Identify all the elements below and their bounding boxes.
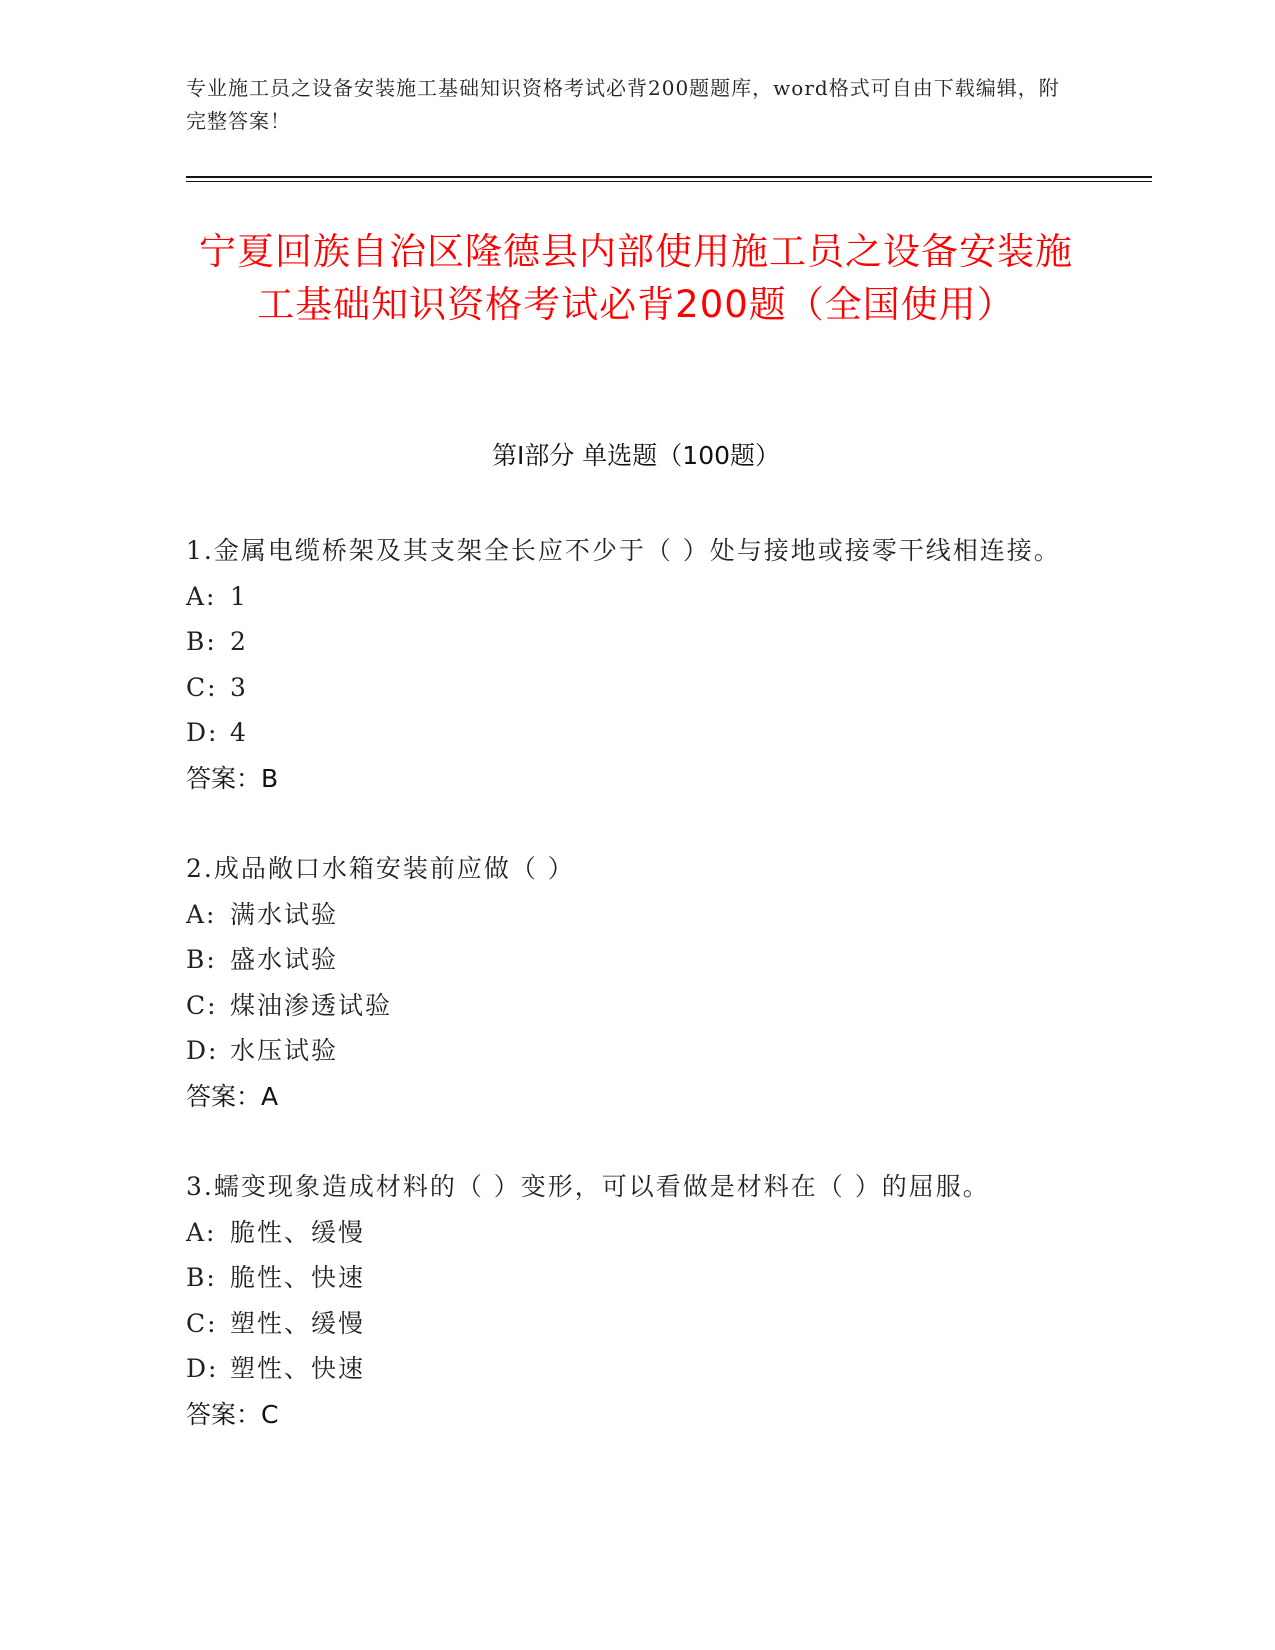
answer-label: 答案： xyxy=(186,1399,262,1429)
option-text: 脆性、快速 xyxy=(230,1263,366,1292)
option-letter: C: xyxy=(186,672,218,702)
option-text: 3 xyxy=(230,672,248,702)
option-letter: A: xyxy=(186,1217,217,1247)
option-text: 1 xyxy=(230,581,248,611)
option-letter: D: xyxy=(186,718,219,747)
question-stem: 1.金属电缆桥架及其支架全长应不少于（ ）处与接地或接零干线相连接。 xyxy=(186,536,1061,565)
option-c xyxy=(186,665,1076,711)
question-1 xyxy=(186,528,1076,801)
question-stem: 3.蠕变现象造成材料的（ ）变形，可以看做是材料在（ ）的屈服。 xyxy=(186,1172,990,1201)
option-d xyxy=(186,710,1076,756)
option-text: 满水试验 xyxy=(230,899,339,929)
option-c xyxy=(186,983,1076,1029)
option-text: 盛水试验 xyxy=(230,945,339,974)
option-text: 塑性、缓慢 xyxy=(230,1308,366,1338)
option-letter: A: xyxy=(186,899,217,929)
answer-line xyxy=(186,1074,1076,1120)
option-a xyxy=(186,574,1076,620)
answer-line xyxy=(186,756,1076,802)
answer-value: A xyxy=(261,1081,279,1111)
question-stem: 2.成品敞口水箱安装前应做（ ） xyxy=(186,854,575,883)
option-letter: D: xyxy=(186,1354,219,1383)
option-a xyxy=(186,1210,1076,1256)
option-d xyxy=(186,1028,1076,1074)
answer-value: B xyxy=(261,763,279,793)
option-a xyxy=(186,892,1076,938)
option-b xyxy=(186,937,1076,983)
document-title: 宁夏回族自治区隆德县内部使用施工员之设备安装施工基础知识资格考试必背200题（全国使用） xyxy=(199,230,1073,326)
answer-label: 答案： xyxy=(186,763,262,793)
option-letter: D: xyxy=(186,1036,219,1065)
question-2 xyxy=(186,846,1076,1119)
option-letter: B: xyxy=(186,627,217,656)
option-text: 煤油渗透试验 xyxy=(230,990,393,1020)
header-note: 专业施工员之设备安装施工基础知识资格考试必背200题题库，word格式可自由下载编辑，附完整答案！ xyxy=(186,76,1060,133)
option-text: 水压试验 xyxy=(230,1036,339,1065)
header-rule-thick xyxy=(186,176,1152,178)
option-b xyxy=(186,1255,1076,1301)
answer-label: 答案： xyxy=(186,1081,262,1111)
option-letter: A: xyxy=(186,581,217,611)
option-d xyxy=(186,1346,1076,1392)
option-letter: B: xyxy=(186,945,217,974)
option-c xyxy=(186,1301,1076,1347)
answer-value: C xyxy=(261,1399,279,1429)
option-text: 2 xyxy=(230,627,248,656)
option-letter: C: xyxy=(186,1308,218,1338)
option-text: 塑性、快速 xyxy=(230,1354,366,1383)
header-rule-thin xyxy=(186,181,1152,182)
option-letter: B: xyxy=(186,1263,217,1292)
answer-line xyxy=(186,1392,1076,1438)
question-list xyxy=(186,528,1076,1482)
option-text: 脆性、缓慢 xyxy=(230,1217,366,1247)
option-letter: C: xyxy=(186,990,218,1020)
question-3 xyxy=(186,1164,1076,1437)
option-text: 4 xyxy=(230,718,248,747)
option-b xyxy=(186,619,1076,665)
section-heading: 第I部分 单选题（100题） xyxy=(491,441,781,470)
